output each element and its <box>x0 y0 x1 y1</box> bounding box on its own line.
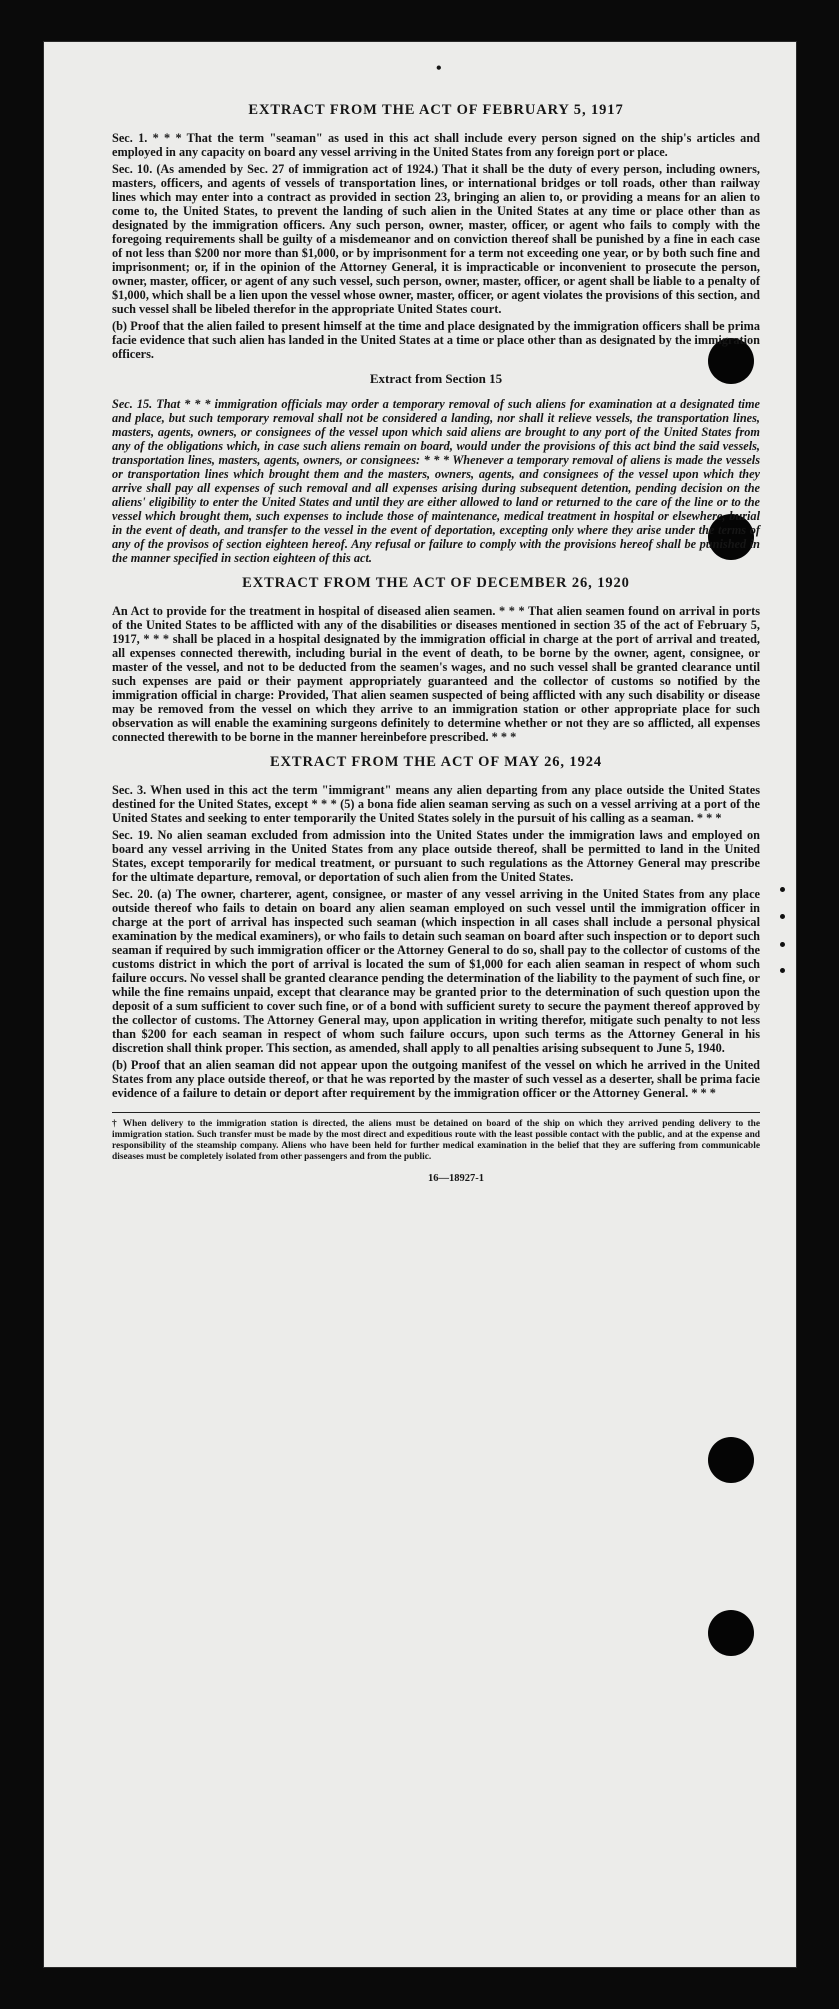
section-15-paragraph: Sec. 15. That * * * immigration officials may order a temporary removal of such aliens for examination at a designated time and place, but such temporary removal shall not be considered a landing, nor shall it relieve vessels, the transportation lines, masters, agents, owners, or consignees of the vessel upon which said aliens are brought to any port of the United States from any of the obligations which, in case such aliens remain on board, would under the provisions of this act bind the said vessels, transportation lines, masters, agents, owners, or consignees: * * * Whenever a temporary removal of aliens is made the vessels or transportation lines which brought them and the masters, owners, agents, and consignees of the vessel upon which they arrive shall pay all expenses of such removal and all expenses arising during subsequent detention, pending decision on the aliens' eligibility to enter the United States and until they are either allowed to land or returned to the care of the line or to the vessel which brought them, such expenses to include those of maintenance, medical treatment in hospital or elsewhere, burial in the event of death, and transfer to the vessel in the event of deportation, excepting only where they arise under the terms of any of the provisos of section eighteen hereof. Any refusal or failure to comply with the provisions hereof shall be punished in the manner specified in section eighteen of this act. <box>112 397 760 565</box>
footnote <box>112 1112 760 1163</box>
margin-dot <box>780 887 785 892</box>
paragraph: Sec. 1. * * * That the term "seaman" as used in this act shall include every person signed on the ship's articles and employed in any capacity on board any vessel arriving in the United States from any foreign port or place. <box>112 131 760 159</box>
form-number: 16—18927-1 <box>428 1173 484 1184</box>
footnote-text: † When delivery to the immigration station is directed, the aliens must be detained on board of the ship on which they arrived pending delivery to the immigration station. Such transfer must be made by the most direct and expeditious route with the least possible contact with the public, and at the expense and responsibility of the steamship company. Aliens who have been held for further medical examination in the belief that they are suffering from communicable diseases must be completely isolated from other passengers and from the public. <box>112 1119 760 1162</box>
margin-dot <box>780 968 785 973</box>
section-1920-body <box>112 604 760 744</box>
paragraph: Sec. 10. (As amended by Sec. 27 of immigration act of 1924.) That it shall be the duty of every person, including owners, masters, officers, and agents of vessels of transportation lines, or international bridges or toll roads, other than railway lines which may enter into a contract as provided in section 23, bringing an alien to, or providing a means for an alien to come to, the United States, to prevent the landing of such alien in the United States at any time or place other than as designated by the immigration officers. Any such person, owner, master, officer, or agent who fails to comply with the foregoing requirements shall be guilty of a misdemeanor and on conviction thereof shall be punished by a fine in each case of not less than $200 nor more than $1,000, or by imprisonment for a term not exceeding one year, or by both such fine and imprisonment; or, if in the opinion of the Attorney General, it is impracticable or inconvenient to prosecute the person, owner, master, officer, or agent of any such vessel, such person, owner, master, officer, or agent shall be liable to a penalty of $1,000, which shall be a lien upon the vessel whose owner, master, officer, or agent violates the provisions of this section, and such vessel shall be libeled therefor in the appropriate United States court. <box>112 162 760 316</box>
section-heading-1920: EXTRACT FROM THE ACT OF DECEMBER 26, 1920 <box>242 575 630 591</box>
section-1924-body <box>112 783 760 1100</box>
section-heading-1917: EXTRACT FROM THE ACT OF FEBRUARY 5, 1917 <box>248 102 624 118</box>
document-body <box>112 92 760 1184</box>
margin-dot <box>780 942 785 947</box>
paragraph: Sec. 19. No alien seaman excluded from admission into the United States under the immigration laws and employed on board any vessel arriving in the United States from any place outside thereof, shall be permitted to land in the United States, except temporarily for medical treatment, or pursuant to such regulations as the Attorney General may prescribe for the ultimate departure, removal, or deportation of such alien from the United States. <box>112 828 760 884</box>
section-heading-1924: EXTRACT FROM THE ACT OF MAY 26, 1924 <box>269 754 603 770</box>
margin-dot <box>780 914 785 919</box>
paragraph: An Act to provide for the treatment in hospital of diseased alien seamen. * * * That alien seamen found on arrival in ports of the United States to be afflicted with any of the disabilities or diseases mentioned in section 35 of the act of February 5, 1917, * * * shall be placed in a hospital designated by the immigration official in charge at the port of arrival and treated, all expenses connected therewith, including burial in the event of death, to be borne by the owner, agent, consignee, or master of the vessel, and not to be deducted from the seamen's wages, and no such vessel shall be granted clearance until such expenses are paid or their payment appropriately guaranteed and the collector of customs so notified by the immigration official in charge: Provided, That alien seamen suspected of being afflicted with any such disability or disease may be removed from the vessel on which they arrive to an immigration station or other appropriate place for such observation as will enable the examining surgeons definitely to determine whether or not they are so afflicted, all expenses connected therewith to be borne in the manner hereinbefore prescribed. * * * <box>112 604 760 744</box>
punch-hole <box>708 1437 754 1483</box>
document-page <box>44 42 796 1967</box>
section-1917-body <box>112 131 760 361</box>
top-mark: • <box>436 60 442 77</box>
paragraph: Sec. 20. (a) The owner, charterer, agent, consignee, or master of any vessel arriving in the United States from any place outside thereof who fails to detain on board any alien seaman employed on such vessel until the immigration officer in charge at the port of arrival has inspected such seaman (which inspection in all cases shall include a personal physical examination by the medical examiners), or who fails to detain such seaman on board after such inspection or to deport such seaman if required by such immigration officer or the Attorney General to do so, shall pay to the collector of customs of the customs district in which the port of arrival is located the sum of $1,000 for each alien seaman in respect of whom such failure occurs. No vessel shall be granted clearance pending the determination of the liability to the payment of such fine, or while the fine remains unpaid, except that clearance may be granted prior to the determination of such question upon the deposit of a sum sufficient to cover such fine, or of a bond with sufficient surety to secure the payment thereof approved by the collector of customs. The Attorney General may, upon application in writing therefor, mitigate such penalty to not less than $200 for each seaman in respect of whom such failure occurs, upon such terms as the Attorney General in his discretion shall think proper. This section, as amended, shall apply to all penalties arising subsequent to June 5, 1940. <box>112 887 760 1055</box>
paragraph: (b) Proof that the alien failed to present himself at the time and place designated by the immigration officers shall be prima facie evidence that such alien has landed in the United States at a time or place other than as designated by the immigration officers. <box>112 319 760 361</box>
paragraph: Sec. 3. When used in this act the term "immigrant" means any alien departing from any place outside the United States destined for the United States, except * * * (5) a bona fide alien seaman serving as such on a vessel arriving at a port of the United States and seeking to enter temporarily the United States solely in the pursuit of his calling as a seaman. * * * <box>112 783 760 825</box>
subsection-heading-section-15: Extract from Section 15 <box>369 371 503 386</box>
paragraph: (b) Proof that an alien seaman did not appear upon the outgoing manifest of the vessel on which he arrived in the United States from any place outside thereof, or that he was reported by the master of such vessel as a deserter, shall be prima facie evidence of a failure to detain or deport after requirement by the immigration officer or the Attorney General. * * * <box>112 1058 760 1100</box>
punch-hole <box>708 1610 754 1656</box>
